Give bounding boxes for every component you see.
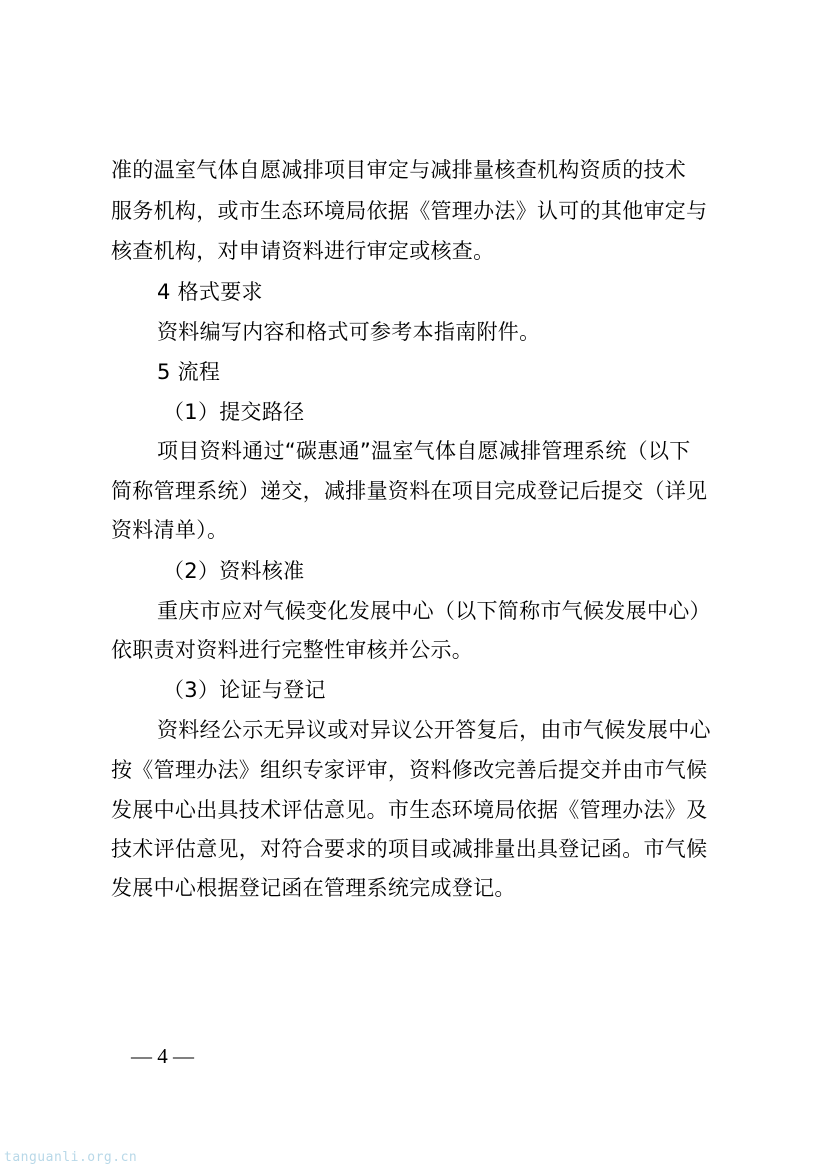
subsection-3-body-line-3: 发展中心出具技术评估意见。市生态环境局依据《管理办法》及	[111, 798, 708, 822]
subsection-1-body-line-1: 项目资料通过“碳惠通”温室气体自愿减排管理系统（以下	[157, 439, 691, 463]
subsection-3-body-line-2: 按《管理办法》组织专家评审，资料修改完善后提交并由市气候	[111, 758, 708, 782]
subsection-1-heading: （1）提交路径	[163, 400, 305, 424]
section-5-heading: 5 流程	[157, 360, 221, 384]
watermark: tanguanli.org.cn	[4, 1150, 138, 1165]
paragraph-1-line-2: 服务机构，或市生态环境局依据《管理办法》认可的其他审定与	[111, 199, 708, 223]
subsection-1-body-line-2: 简称管理系统）递交，减排量资料在项目完成登记后提交（详见	[111, 479, 708, 503]
subsection-1-body-line-3: 资料清单）。	[111, 518, 229, 542]
paragraph-1-line-3: 核查机构，对申请资料进行审定或核查。	[111, 239, 495, 263]
subsection-2-body-line-1: 重庆市应对气候变化发展中心（以下简称市气候发展中心）	[157, 599, 711, 623]
subsection-3-body-line-1: 资料经公示无异议或对异议公开答复后，由市气候发展中心	[157, 718, 711, 742]
page-number: — 4 —	[131, 1044, 194, 1068]
section-4-body: 资料编写内容和格式可参考本指南附件。	[157, 320, 541, 344]
subsection-2-body-line-2: 依职责对资料进行完整性审核并公示。	[111, 638, 474, 662]
paragraph-1-line-1: 准的温室气体自愿减排项目审定与减排量核查机构资质的技术	[111, 158, 687, 182]
subsection-3-body-line-5: 发展中心根据登记函在管理系统完成登记。	[111, 876, 516, 900]
subsection-3-body-line-4: 技术评估意见，对符合要求的项目或减排量出具登记函。市气候	[111, 837, 708, 861]
section-4-heading: 4 格式要求	[157, 280, 263, 304]
subsection-3-heading: （3）论证与登记	[163, 678, 326, 702]
subsection-2-heading: （2）资料核准	[163, 559, 305, 583]
